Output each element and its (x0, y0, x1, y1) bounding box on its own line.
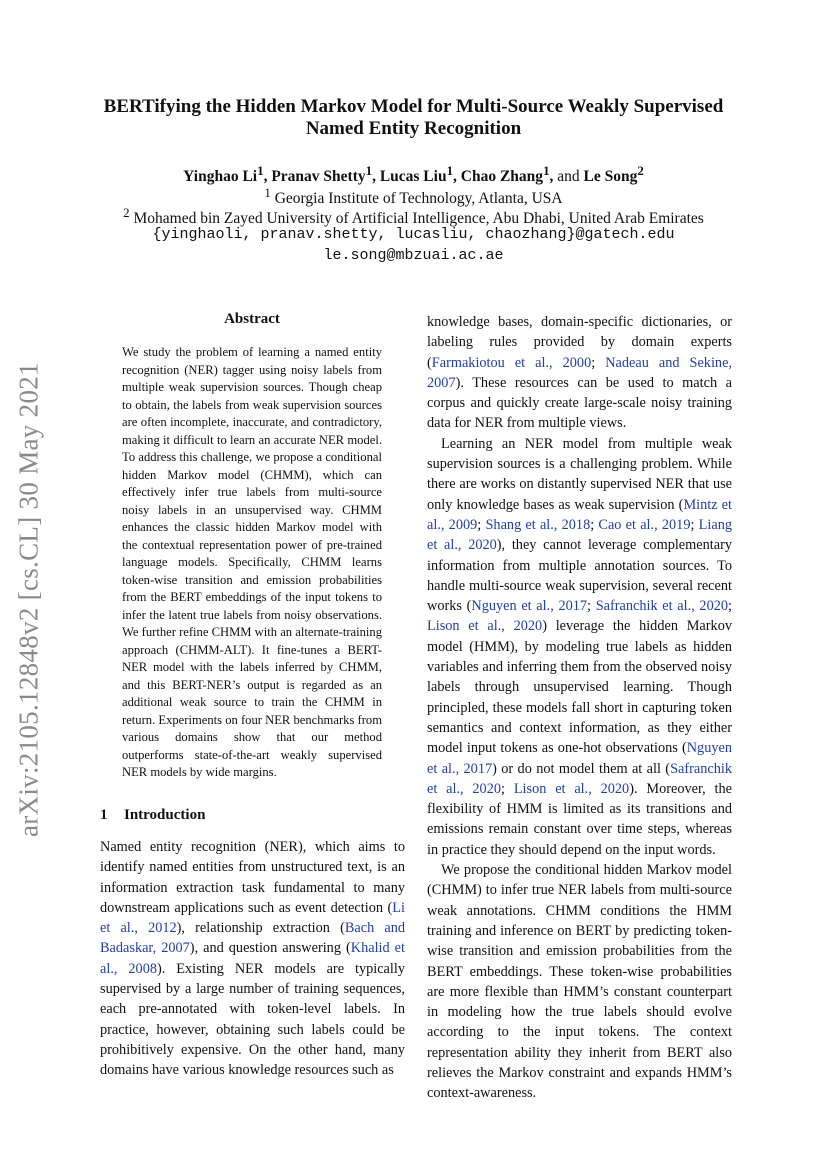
body-text: ; (501, 780, 514, 797)
citation-link[interactable]: Cao et al., 2019 (598, 516, 691, 533)
and-connector: and (557, 168, 580, 186)
body-text: ; (728, 598, 733, 615)
paragraph (427, 434, 732, 860)
affiliation: $^1$ Georgia Institute of Technology, Atlanta, USA (264, 185, 563, 208)
author: Yinghao Li (183, 168, 258, 186)
body-text: ; (591, 354, 606, 371)
email-line: le.song@mbzuai.ac.ae (323, 247, 504, 264)
citation-link[interactable]: Lison et al., 2020 (513, 780, 630, 797)
body-text: ; (590, 516, 599, 533)
affiliation: $^2$ Mohamed bin Zayed University of Artificial Intelligence, Abu Dhabi, United Arab Emirates (123, 205, 704, 228)
paragraph (427, 312, 732, 434)
body-text: ) leverage the hidden Markov model (HMM), by modeling true labels as hidden variables and inferring them from the observed noisy labels through unsupervised learning. Though principled, these models fall short in capturing token semantics and context information, as they either model input tokens as one-hot observations ( (427, 618, 732, 757)
citation-link[interactable]: Farmakiotou et al., 2000 (431, 354, 592, 371)
body-text: ). These resources can be used to match a corpus and quickly create large-scale noisy training data for NER from multiple views. (427, 374, 732, 432)
citation-link[interactable]: Khalid et al., 2008 (100, 940, 405, 977)
author: Pranav Shetty (271, 168, 366, 186)
left-column-text (100, 837, 405, 1081)
citation-link[interactable]: Bach and Badaskar, 2007 (100, 920, 406, 957)
arxiv-identifier: arXiv:2105.12848v2 [cs.CL] 30 May 2021 (13, 362, 44, 838)
body-text: ), relationship extraction ( (176, 920, 345, 937)
citation-link[interactable]: Li et al., 2012 (100, 899, 405, 937)
body-text: ). Moreover, the flexibility of HMM is limited as its transitions and emissions remain constant over time steps, whereas in practice they should depend on the input words. (427, 780, 733, 858)
paragraph (100, 837, 405, 1081)
body-text: We propose the conditional hidden Markov model (CHMM) to infer true NER labels from multi-source weak annotations. CHMM conditions the HMM training and inference on BERT by predicting token-wise transition and emission probabilities from the BERT embeddings. These token-wise probabilities are more flexible than HMM’s constant counterpart in modeling how the true labels should evolve according to the input tokens. The context representation ability they inherit from BERT also relieves the Markov constraint and expands HMM’s context-awareness. (427, 862, 732, 1102)
citation-link[interactable]: Nguyen et al., 2017 (471, 598, 588, 615)
citation-link[interactable]: Shang et al., 2018 (485, 516, 591, 533)
right-column-text (427, 312, 732, 1104)
citation-link[interactable]: Lison et al., 2020 (427, 618, 543, 635)
email-line: {yinghaoli, pranav.shetty, lucasliu, chaozhang}@gatech.edu (152, 226, 675, 243)
abstract-heading: Abstract (224, 311, 280, 327)
body-text: ). Existing NER models are typically supervised by a large number of training sequences, each pre-annotated with token-level labels. In practice, however, obtaining such labels could be prohibitively expensive. On the other hand, many domains have various knowledge resources such as (100, 960, 405, 1079)
citation-link[interactable]: Liang et al., 2020 (427, 516, 733, 554)
body-text: ; (690, 516, 699, 533)
section-heading: 1 Introduction (100, 807, 206, 823)
body-text: Named entity recognition (NER), which aims to identify named entities from unstructured text, is an information extraction task fundamental to many downstream applications such as event detection ( (100, 839, 405, 916)
body-text: ), they cannot leverage complementary information from multiple annotation sources. To handle multi-source weak supervision, several recent works ( (427, 537, 732, 615)
citation-link[interactable]: Mintz et al., 2009 (427, 496, 732, 533)
citation-link[interactable]: Nguyen et al., 2017 (427, 740, 732, 777)
author: Le Song (583, 168, 638, 186)
citation-link[interactable]: Nadeau and Sekine, 2007 (427, 354, 732, 391)
body-text: Learning an NER model from multiple weak supervision sources is a challenging problem. While there are works on distantly supervised NER that use only knowledge bases as weak supervision ( (427, 435, 732, 513)
body-text: ; (477, 516, 486, 533)
author: Chao Zhang (460, 168, 544, 186)
citation-link[interactable]: Safranchik et al., 2020 (427, 760, 732, 797)
body-text: knowledge bases, domain-specific dictionaries, or labeling rules provided by domain experts ( (427, 314, 732, 371)
citation-link[interactable]: Safranchik et al., 2020 (595, 598, 729, 615)
paragraph (427, 860, 732, 1104)
author-list: Yinghao Li$^1$, Pranav Shetty$^1$, Lucas Liu$^1$, Chao Zhang$^1$, and Le Song$^2$ (183, 163, 644, 186)
body-text: ; (587, 598, 596, 615)
author: Lucas Liu (379, 168, 447, 186)
paper-title: BERTifying the Hidden Markov Model for Multi-Source Weakly Supervised Named Entity Recognition (103, 96, 724, 139)
body-text: ) or do not model them at all ( (492, 760, 671, 777)
abstract-body: We study the problem of learning a named entity recognition (NER) tagger using noisy labels from multiple weak supervision sources. Though cheap to obtain, the labels from weak supervision sources are often incomplete, inaccurate, and contradictory, making it difficult to learn an accurate NER model. To address this challenge, we propose a conditional hidden Markov model (CHMM), which can effectively infer true labels from multi-source noisy labels in an unsupervised way. CHMM enhances the classic hidden Markov model with the contextual representation power of pre-trained language models. Specifically, CHMM learns token-wise transition and emission probabilities from the BERT embeddings of the input tokens to infer the latent true labels from noisy observations. We further refine CHMM with an alternate-training approach (CHMM-ALT). It fine-tunes a BERT-NER model with the labels inferred by CHMM, and this BERT-NER’s output is regarded as an additional weak source to train the CHMM in return. Experiments on four NER benchmarks from various domains show that our method outperforms state-of-the-art weakly supervised NER models by wide margins. (122, 345, 382, 779)
body-text: ), and question answering ( (189, 940, 351, 957)
